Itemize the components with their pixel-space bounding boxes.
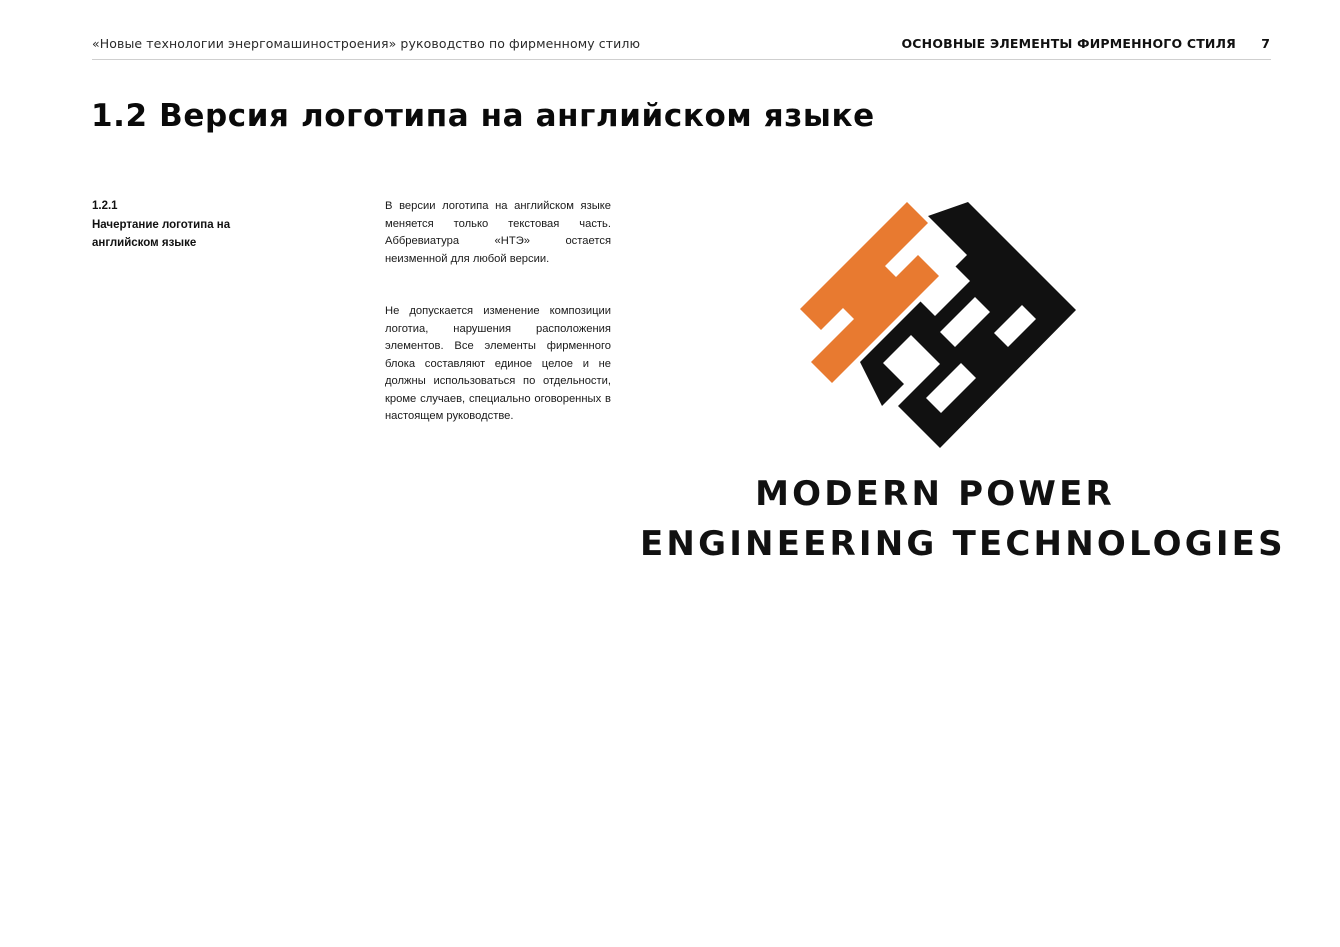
header-divider: [92, 59, 1271, 60]
document-title: «Новые технологии энергомашиностроения» руководство по фирменному стилю: [92, 36, 641, 51]
page-number: 7: [1261, 36, 1270, 51]
body-paragraph-1: В версии логотипа на английском языке меняется только текстовая часть. Аббревиатура «НТЭ» остается неизменной для любой версии.: [385, 200, 611, 265]
logo-text-line-1: MODERN POWER: [755, 474, 1115, 514]
body-paragraph-2: Не допускается изменение композиции логотиа, нарушения расположения элементов. Все элементы фирменного блока составляют единое целое и не должны использоваться по отдельности, кроме случаев, специально оговоренных в настоящем руководстве.: [385, 305, 611, 422]
subsection-label: Начертание логотипа на английском языке: [92, 219, 231, 249]
subsection-number: 1.2.1: [92, 200, 118, 212]
section-title: ОСНОВНЫЕ ЭЛЕМЕНТЫ ФИРМЕННОГО СТИЛЯ: [901, 36, 1236, 51]
page-title: 1.2 Версия логотипа на английском языке: [91, 98, 875, 134]
logo-text-line-2: ENGINEERING TECHNOLOGIES: [640, 524, 1286, 564]
nte-logo-mark: [800, 202, 1080, 452]
